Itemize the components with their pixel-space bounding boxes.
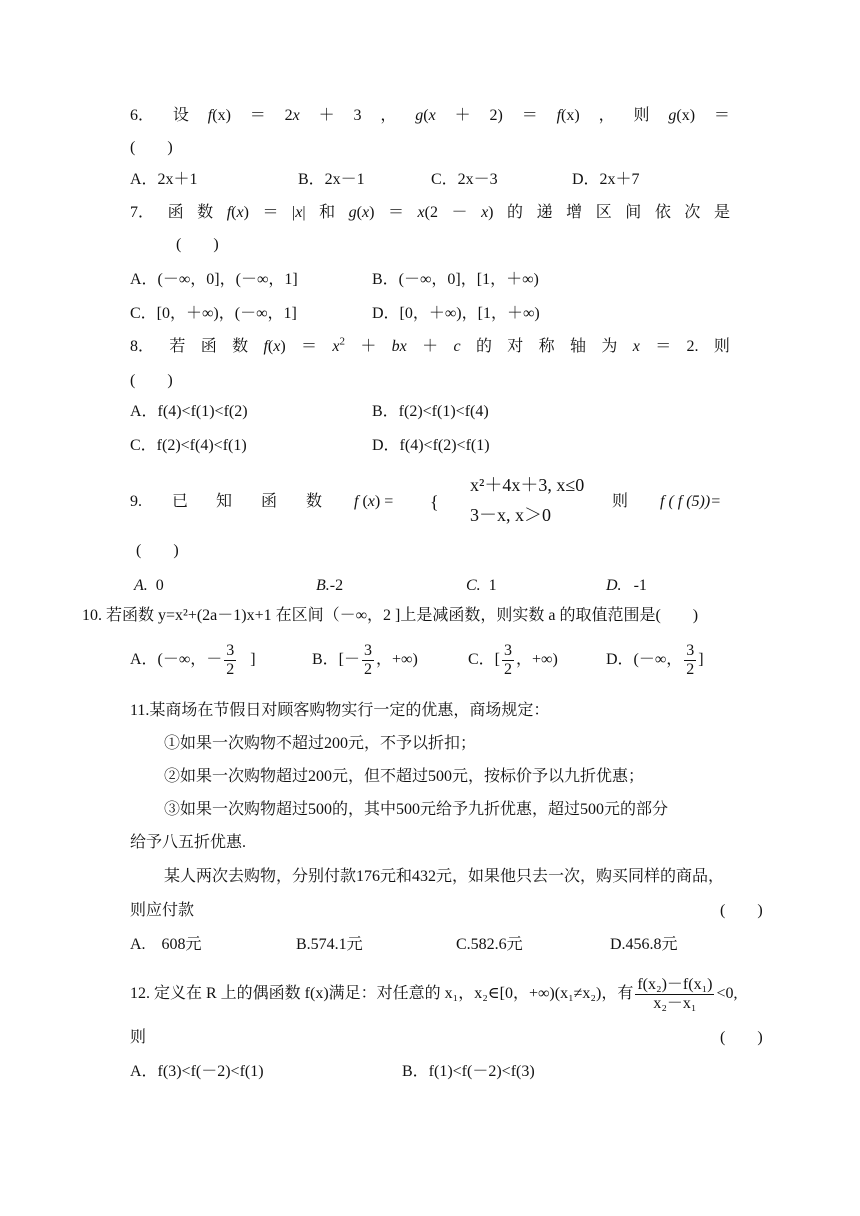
q10-option-a: A．(－∞，－ $\frac{3}{2}$ ]: [130, 642, 256, 678]
q6-paren: ( ): [130, 139, 173, 156]
q6-option-a: A．2x＋1: [130, 171, 198, 188]
q12-paren: ( ): [720, 1029, 763, 1046]
q11-problem-cont: 则应付款: [130, 902, 195, 919]
q11-option-b: B.574.1元: [296, 936, 363, 953]
q9-then: 则: [612, 493, 629, 510]
q9-case-1: x²＋4x＋3, x≤0: [470, 475, 585, 495]
q11-option-d: D.456.8元: [610, 936, 678, 953]
q11-problem: 某人两次去购物，分别付款176元和432元，如果他只去一次，购买同样的商品，: [164, 868, 725, 885]
q9-ask: f ( f (5))=: [660, 493, 721, 510]
q9-word-1: 已: [172, 493, 189, 510]
q7-paren: ( ): [176, 236, 219, 253]
q8-paren: ( ): [130, 372, 173, 389]
q11-rule-1: ①如果一次购物不超过200元，不予以折扣；: [164, 735, 477, 752]
q6-option-d: D．2x＋7: [572, 171, 640, 188]
q8-option-c: C．f(2)<f(4)<f(1): [130, 437, 247, 454]
q9-fx: f (x) =: [354, 493, 394, 510]
q12-fraction: $\frac{\text{f(x₂)－f(x₁)}}{\text{x₂－x₁}}$: [637, 975, 713, 1012]
q9-option-b: B.-2: [316, 577, 344, 594]
q12-option-b: B．f(1)<f(－2)<f(3): [402, 1063, 535, 1080]
q6-option-b: B．2x－1: [298, 171, 365, 188]
q10-option-c: C．[ $\frac{3}{2}$ ，+∞): [468, 642, 558, 678]
q12-option-a: A．f(3)<f(－2)<f(1): [130, 1063, 264, 1080]
q11-option-a: A. 608元: [130, 936, 202, 953]
q8-option-d: D．f(4)<f(2)<f(1): [372, 437, 490, 454]
q11-rule-3: ③如果一次购物超过500的，其中500元给予九折优惠，超过500元的部分: [164, 801, 669, 818]
q7-option-c: C．[0，＋∞)，(－∞，1]: [130, 305, 297, 322]
q9-case-2: 3－x, x＞0: [470, 505, 551, 525]
q6-option-c: C．2x－3: [431, 171, 498, 188]
q9-option-d: D. -1: [606, 577, 647, 594]
q9-brace: {: [430, 492, 439, 512]
q11-intro: 11.某商场在节假日对顾客购物实行一定的优惠，商场规定：: [130, 702, 550, 719]
q9-paren: ( ): [136, 542, 179, 559]
q10-option-b: B．[－ $\frac{3}{2}$ ，+∞): [312, 642, 418, 678]
q9-num: 9.: [130, 493, 142, 510]
q7-stem: 7． 函 数 f(x) ＝ |x| 和 g(x) ＝ x(2 － x) 的 递 增 区 间 依 次 是: [130, 204, 730, 221]
q12-then: 则: [130, 1029, 147, 1046]
q8-option-b: B．f(2)<f(1)<f(4): [372, 403, 489, 420]
q8-option-a: A．f(4)<f(1)<f(2): [130, 403, 248, 420]
q11-rule-3-cont: 给予八五折优惠.: [130, 834, 247, 851]
q9-option-c: C. 1: [466, 577, 497, 594]
q6-stem: 6． 设 f(x) ＝ 2x ＋ 3 ， g(x ＋ 2) ＝ f(x) ， 则 g(x) ＝: [130, 107, 730, 124]
q9-word-3: 函: [261, 493, 278, 510]
q7-option-d: D．[0，＋∞)，[1，＋∞): [372, 305, 540, 322]
q12-stem: 12. 定义在 R 上的偶函数 f(x)满足：对任意的 x₁，x₂∈[0，+∞)(x₁≠x₂)，有 $\frac{\text{f(x₂)－f(x₁)}}{\text{x₂－x₁}}$ <0,: [130, 975, 738, 1012]
q9-word-2: 知: [216, 493, 233, 510]
q10-option-d: D．(－∞， $\frac{3}{2}$ ]: [606, 642, 704, 678]
q7-option-b: B．(－∞，0]，[1，＋∞): [372, 271, 539, 288]
q9-piecewise: [470, 470, 584, 530]
q11-option-c: C.582.6元: [456, 936, 523, 953]
q11-rule-2: ②如果一次购物超过200元，但不超过500元，按标价予以九折优惠；: [164, 768, 645, 785]
q9-option-a: A. 0: [134, 577, 164, 594]
q8-stem: 8． 若 函 数 f(x) ＝ $x^2$ ＋ bx ＋ c 的 对 称 轴 为 x ＝ 2. 则: [130, 335, 730, 355]
q10-stem: 10. 若函数 y=x²+(2a－1)x+1 在区间（－∞，2 ]上是减函数，则实数 a 的取值范围是( ): [82, 607, 699, 624]
q7-option-a: A．(－∞，0]，(－∞，1]: [130, 271, 298, 288]
q11-paren: ( ): [720, 902, 763, 919]
q9-word-4: 数: [306, 493, 323, 510]
